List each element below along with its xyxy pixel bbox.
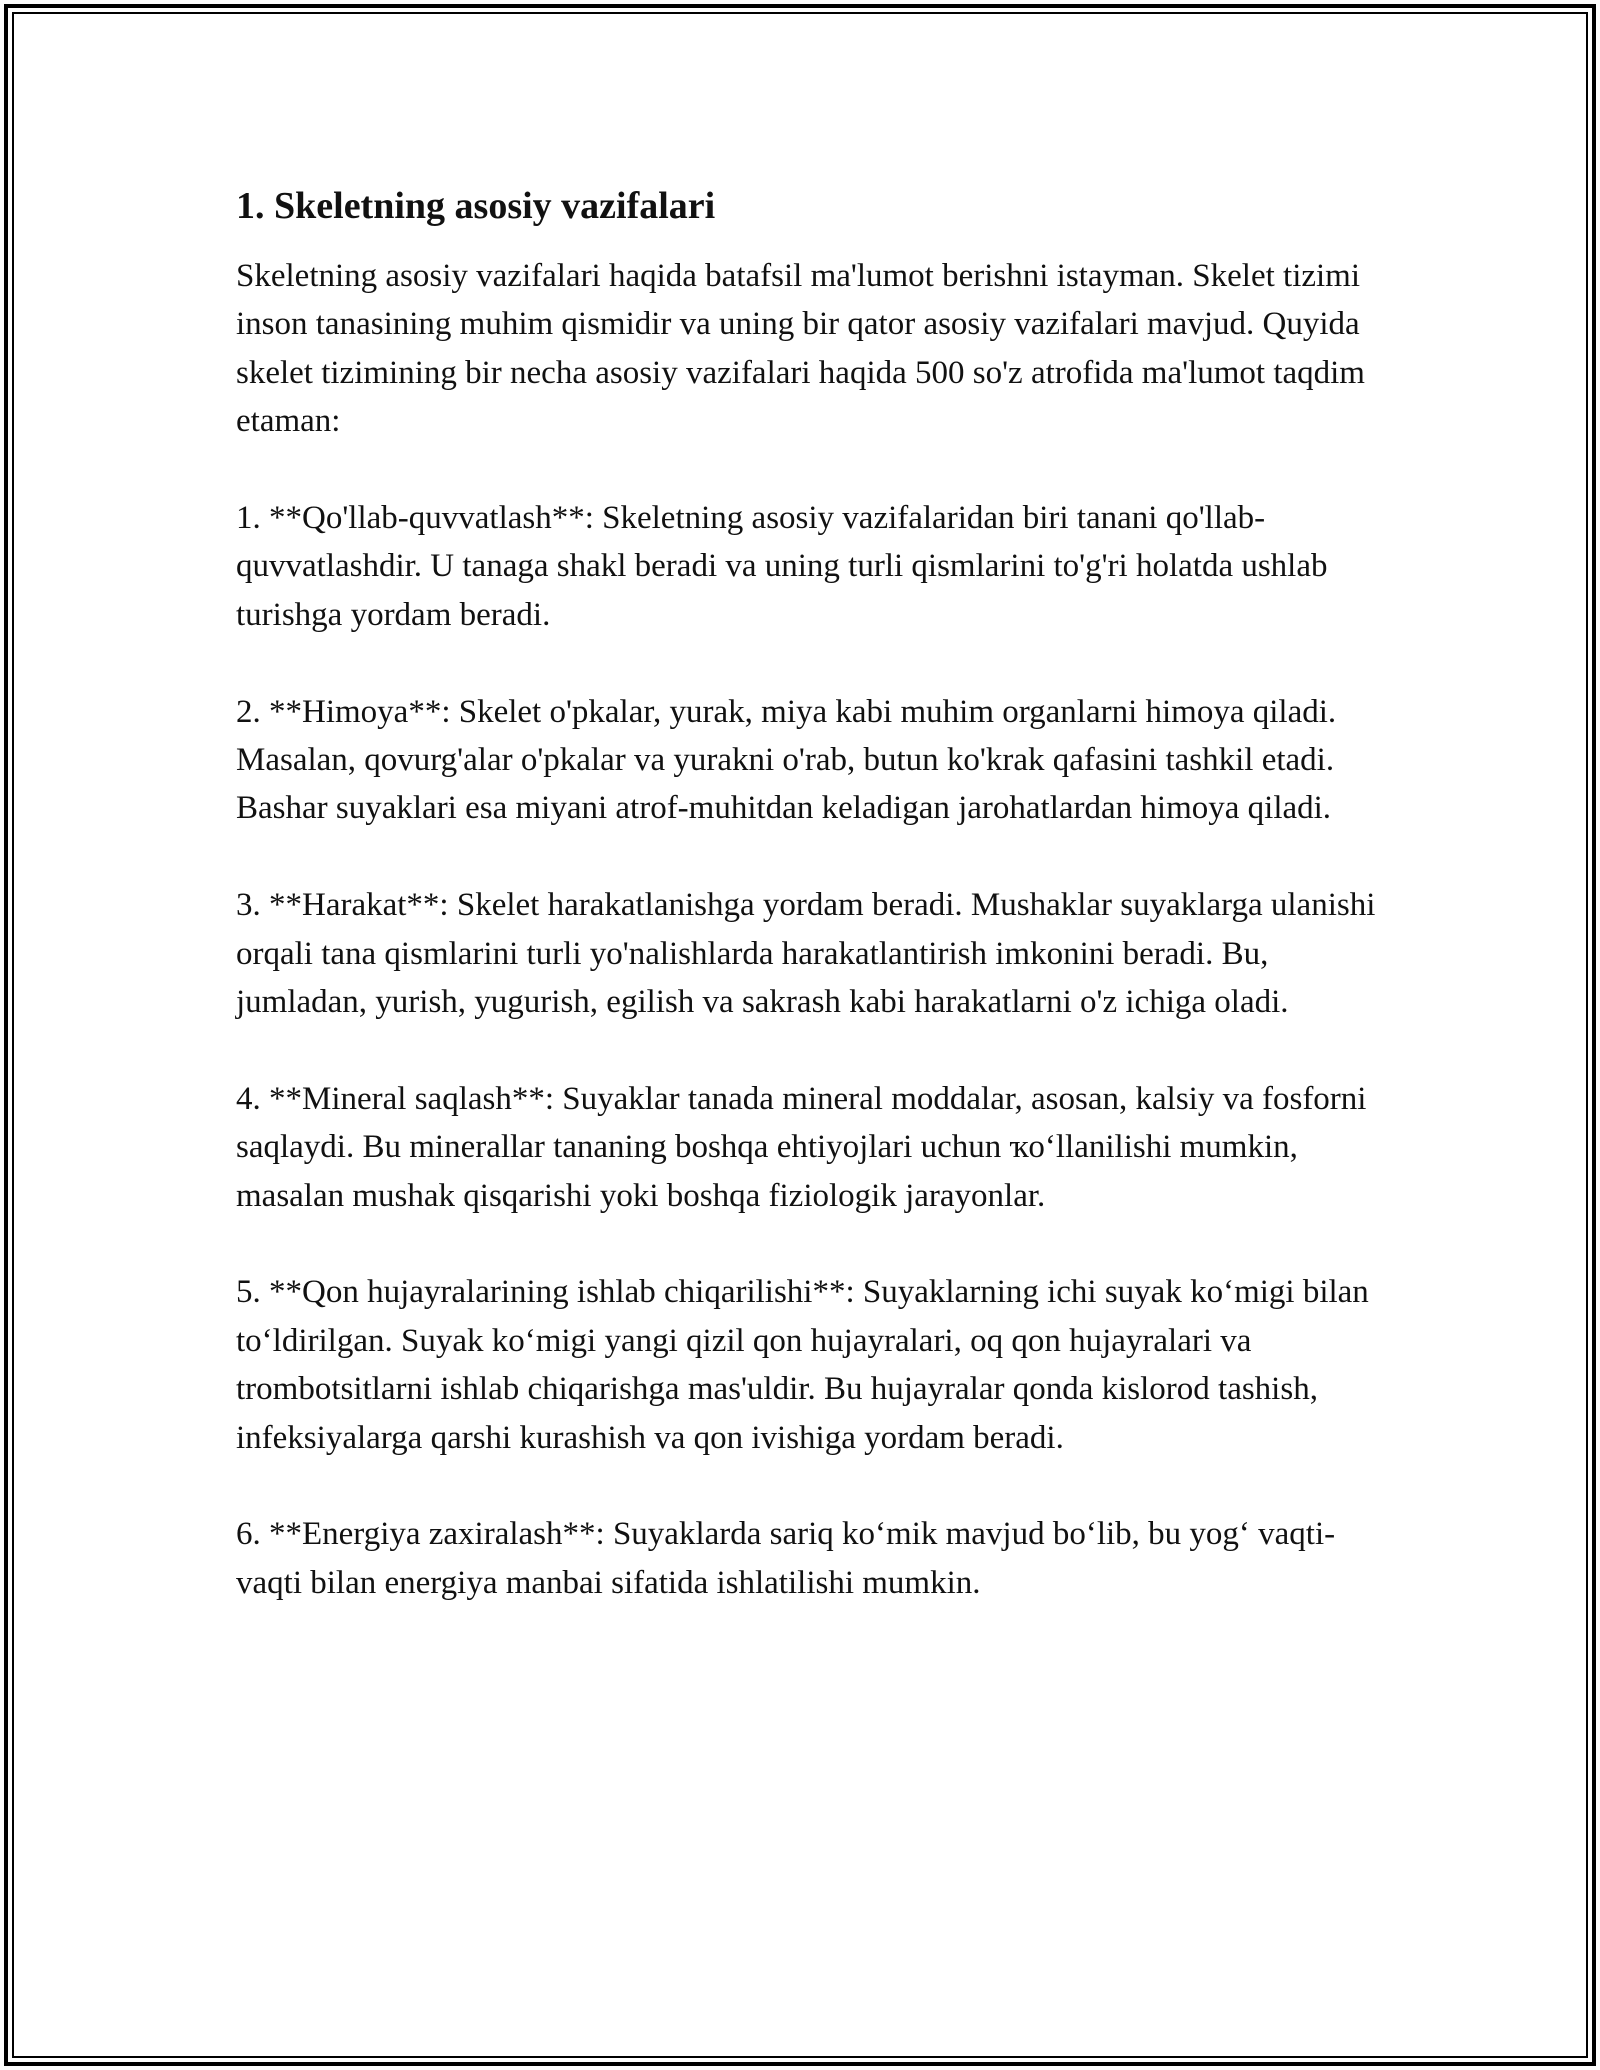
intro-paragraph: Skeletning asosiy vazifalari haqida batafsil ma'lumot berishni istayman. Skelet tizimi inson tanasining muhim qismidir va uning bir qator asosiy vazifalari mavjud. Quyida skelet tizimining bir necha asosiy vazifalari haqida 500 so'z atrofida ma'lumot taqdim etaman: [236,258,1365,440]
list-item-blood-cell-production: 5. **Qon hujayralarining ishlab chiqarilishi**: Suyaklarning ichi suyak ko‘migi bilan to‘ldirilgan. Suyak ko‘migi yangi qizil qon hujayralari, oq qon hujayralari va trombotsitlarni ishlab chiqarishga mas'uldir. Bu hujayralar qonda kislorod tashish, infeksiyalarga qarshi kurashish va qon ivishiga yordam beradi. [236,1274,1369,1456]
list-item-support: 1. **Qo'llab-quvvatlash**: Skeletning asosiy vazifalaridan biri tanani qo'llab-quvvatlashdir. U tanaga shakl beradi va uning turli qismlarini to'g'ri holatda ushlab turishga yordam beradi. [236,500,1328,633]
document-body [236,180,1376,1656]
list-item-mineral-storage: 4. **Mineral saqlash**: Suyaklar tanada mineral moddalar, asosan, kalsiy va fosforni saqlaydi. Bu minerallar tananing boshqa ehtiyojlari uchun ҡo‘llanilishi mumkin, masalan mushak qisqarishi yoki boshqa fiziologik jarayonlar. [236,1080,1367,1214]
list-item-energy-storage: 6. **Energiya zaxiralash**: Suyaklarda sariq ko‘mik mavjud bo‘lib, bu yog‘ vaqti-vaqti bilan energiya manbai sifatida ishlatilishi mumkin. [236,1516,1336,1601]
list-item-movement: 3. **Harakat**: Skelet harakatlanishga yordam beradi. Mushaklar suyaklarga ulanishi orqali tana qismlarini turli yo'nalishlarda harakatlantirish imkonini beradi. Bu, jumladan, yurish, yugurish, egilish va sakrash kabi harakatlarni o'z ichiga oladi. [236,887,1376,1021]
section-heading: 1. Skeletning asosiy vazifalari [236,185,716,227]
list-item-protection: 2. **Himoya**: Skelet o'pkalar, yurak, miya kabi muhim organlarni himoya qiladi. Masalan, qovurg'alar o'pkalar va yurakni o'rab, butun ko'krak qafasini tashkil etadi. Bashar suyaklari esa miyani atrof-muhitdan keladigan jarohatlardan himoya qiladi. [236,693,1337,827]
